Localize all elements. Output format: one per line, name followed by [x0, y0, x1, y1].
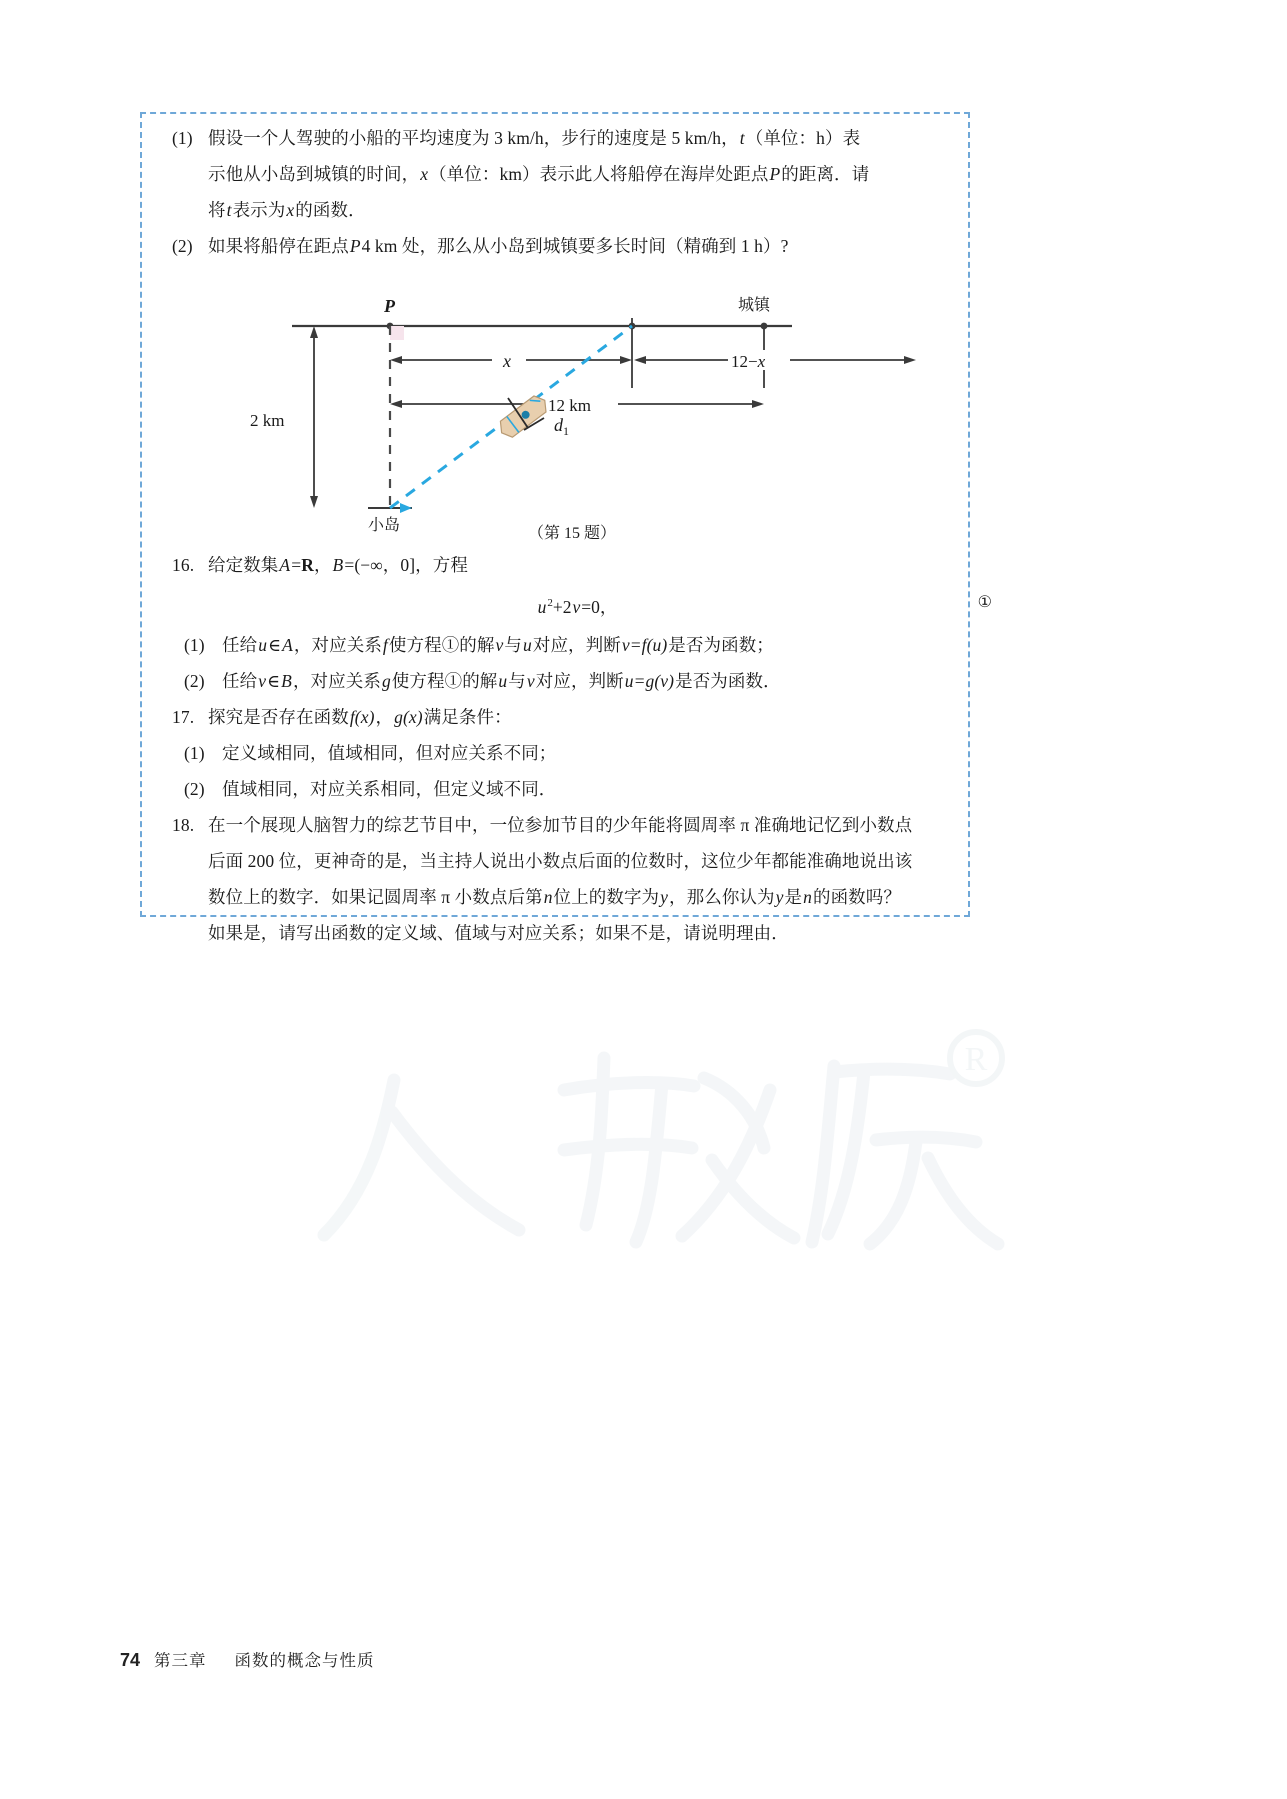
q16-eq1: =	[291, 555, 302, 575]
question-16-equation: $u^2+2v=0$，	[537, 596, 618, 617]
label-12-minus-x: 12−x	[731, 352, 766, 371]
q16-s2-e: 对应，判断	[535, 670, 624, 691]
q15-p1-line2-b: （单位：km）表示此人将船停在海岸处距点	[429, 164, 769, 184]
question-17-sub-1	[172, 735, 972, 771]
watermark-stroke-ban-5	[870, 1142, 916, 1244]
q15-p1-text-a: 假设一个人驾驶的小船的平均速度为 3 km/h，步行的速度是 5 km/h，	[208, 128, 739, 148]
question-16-number: 16.	[172, 555, 195, 575]
q18-var-y: y	[660, 886, 669, 907]
footer-chapter-title: 函数的概念与性质	[234, 1652, 375, 1670]
watermark-stroke-jiao-3	[564, 1144, 692, 1150]
question-16-equation-line	[172, 583, 992, 627]
q16-s1-b: ，对应关系	[293, 634, 382, 655]
q16-s2-in: ∈	[267, 670, 281, 691]
q15-p1-line2-a: 示他从小岛到城镇的时间，	[208, 164, 420, 184]
q16-s1-d: 与	[504, 634, 522, 655]
question-15-part-2	[172, 228, 972, 264]
question-17-sub-1-body: 定义域相同，值域相同，但对应关系不同；	[222, 742, 557, 763]
12minusx-arrow-right	[904, 356, 916, 364]
q15-p1-var-t: t	[739, 128, 745, 148]
q16-eq2: =(−∞，0]，	[344, 555, 433, 575]
q17-stem-a: 探究是否存在函数	[208, 706, 349, 727]
question-17	[172, 699, 972, 735]
question-17-sub-1-number: (1)	[184, 742, 205, 763]
q18-line-3b: 位上的数字为	[553, 886, 660, 907]
label-island: 小岛	[368, 517, 401, 534]
question-15-part-1-body	[208, 120, 972, 228]
question-16-sub-2-body	[222, 663, 972, 699]
question-16-stem	[208, 547, 972, 583]
label-12km: 12 km	[548, 396, 591, 415]
q18-line-1: 在一个展现人脑智力的综艺节目中，一位参加节目的少年能将圆周率 π 准确地记忆到小数点	[208, 814, 913, 835]
q15-p1-line3-x: x	[286, 200, 295, 220]
q16-s2-a: 任给	[222, 670, 258, 691]
q16-comma: ，	[313, 555, 332, 575]
q18-line-3e: 的函数吗？	[812, 886, 901, 907]
q17-stem-b: 满足条件：	[423, 706, 512, 727]
watermark-stroke-jiao-6	[682, 1090, 770, 1236]
q18-var-n: n	[543, 886, 553, 907]
question-17-sub-2-number: (2)	[184, 778, 205, 799]
right-angle-mark	[390, 326, 404, 340]
q16-s1-e: 对应，判断	[532, 634, 621, 655]
q16-stem-a: 给定数集	[208, 555, 279, 575]
2km-arrow-bottom	[310, 496, 318, 508]
footer-chapter: 第三章	[154, 1652, 207, 1670]
figure-15-caption: （第 15 题）	[527, 525, 616, 542]
question-17-stem	[208, 699, 972, 735]
figure-15	[172, 268, 972, 542]
q16-s2-v2: v	[526, 670, 535, 691]
watermark-stroke-ban-4	[876, 1137, 976, 1142]
12km-arrow-left	[390, 400, 402, 408]
q17-g: g(x)	[394, 706, 423, 727]
q16-s2-c: 使方程①的解	[391, 670, 498, 691]
question-15-part-1-number: (1)	[172, 128, 193, 148]
question-17-number: 17.	[172, 706, 195, 727]
question-16-equation-tag: ①	[977, 594, 992, 611]
question-18-body	[208, 807, 972, 951]
watermark-stroke-jiao-1	[564, 1083, 694, 1090]
page-footer	[120, 1647, 375, 1671]
q18-line-3a: 数位上的数字．如果记圆周率 π 小数点后第	[208, 886, 543, 907]
q16-s2-u: u	[498, 670, 508, 691]
publisher-watermark	[264, 1020, 1024, 1320]
q15-p1-line3-a: 将	[208, 200, 226, 220]
q16-set-R: R	[301, 555, 314, 575]
question-15-part-1	[172, 120, 972, 228]
12minusx-arrow-left	[634, 356, 646, 364]
question-16-sub-1-number: (1)	[184, 634, 205, 655]
question-16-sub-1-body	[222, 627, 972, 663]
watermark-stroke-jiao-2	[586, 1058, 604, 1225]
footer-page-number: 74	[120, 1650, 141, 1670]
q18-var-n2: n	[803, 886, 812, 907]
q18-line-3c: ，那么你认为	[669, 886, 775, 907]
label-P: P	[384, 296, 395, 316]
q16-set-B: B	[332, 555, 344, 575]
q16-s1-u2: u	[522, 634, 532, 655]
q16-s1-a: 任给	[222, 634, 258, 655]
question-18-number: 18.	[172, 814, 195, 835]
x-arrow-left	[390, 356, 402, 364]
q16-s1-f: f	[382, 634, 388, 655]
watermark-stroke-jiao-5	[704, 1078, 764, 1148]
q16-s1-u: u	[258, 634, 268, 655]
q17-f: f(x)	[349, 706, 375, 727]
label-d1: $d_1$	[554, 415, 569, 438]
watermark-graphic	[264, 1020, 1024, 1320]
q16-s1-c: 使方程①的解	[388, 634, 495, 655]
label-town: 城镇	[738, 297, 771, 314]
question-17-sub-2-body: 值域相同，对应关系相同，但定义域不同．	[222, 778, 557, 799]
watermark-stroke-ban-3	[828, 1072, 864, 1234]
q15-p1-var-P: P	[769, 164, 781, 184]
x-arrow-right	[620, 356, 632, 364]
q15-p1-line3-b: 表示为	[232, 200, 286, 220]
q16-stem-b: 方程	[432, 555, 468, 575]
q16-s2-v: v	[258, 670, 267, 691]
q18-line-4: 如果是，请写出函数的定义域、值域与对应关系；如果不是，请说明理由．	[208, 922, 789, 943]
question-16	[172, 547, 972, 583]
question-16-sub-2-number: (2)	[184, 670, 205, 691]
question-18	[172, 807, 972, 951]
island-direction-arrow	[400, 503, 412, 513]
exercise-content	[172, 120, 992, 951]
q16-s2-b: ，对应关系	[292, 670, 381, 691]
watermark-registered-mark	[950, 1032, 1002, 1084]
q15-p1-line2-c: 的距离．请	[781, 164, 870, 184]
watermark-stroke-ban-1	[812, 1066, 834, 1242]
q16-s1-A: A	[282, 634, 293, 655]
q16-s1-vfu: v=f(u)	[621, 634, 668, 655]
svg-text:R: R	[964, 1041, 987, 1078]
watermark-stroke-ban-2	[834, 1069, 950, 1074]
q16-set-A: A	[279, 555, 291, 575]
watermark-stroke-jiao-7	[712, 1160, 794, 1238]
question-16-sub-2	[172, 663, 972, 699]
watermark-stroke-ren-1	[324, 1080, 394, 1235]
watermark-stroke-ban-6	[928, 1158, 998, 1244]
boat-icon	[496, 392, 551, 440]
q15-p1-line3-t: t	[226, 200, 232, 220]
q15-p2-var-P: P	[349, 236, 361, 256]
question-15-part-2-number: (2)	[172, 236, 193, 256]
q18-line-3d: 是	[784, 886, 803, 907]
q18-var-y2: y	[775, 886, 784, 907]
q16-s2-g: g	[381, 670, 391, 691]
question-17-sub-2	[172, 771, 972, 807]
q16-s2-B: B	[281, 670, 292, 691]
q16-s1-g: 是否为函数；	[668, 634, 774, 655]
12km-arrow-right	[752, 400, 764, 408]
watermark-stroke-jiao-4	[636, 1084, 662, 1242]
q16-s2-ugv: u=g(v)	[624, 670, 675, 691]
q17-comma: ，	[375, 706, 394, 727]
2km-arrow-top	[310, 326, 318, 338]
question-15-part-2-body	[208, 228, 972, 264]
label-2km: 2 km	[250, 411, 285, 430]
q15-p1-text-b: （单位：h）表	[745, 128, 861, 148]
q16-s2-d: 与	[508, 670, 526, 691]
q16-s1-in: ∈	[268, 634, 282, 655]
question-16-sub-1	[172, 627, 972, 663]
q18-line-2: 后面 200 位，更神奇的是，当主持人说出小数点后面的位数时，这位少年都能准确地说出该	[208, 850, 913, 871]
q16-s2-f: 是否为函数．	[675, 670, 781, 691]
watermark-stroke-ren-2	[392, 1112, 519, 1230]
label-x: x	[503, 351, 511, 371]
q15-p1-var-x: x	[420, 164, 429, 184]
q15-p2-text-b: 4 km 处，那么从小岛到城镇要多长时间（精确到 1 h）?	[361, 236, 789, 256]
q15-p2-text-a: 如果将船停在距点	[208, 236, 349, 256]
q16-s1-v: v	[495, 634, 504, 655]
q15-p1-line3-c: 的函数．	[295, 200, 366, 220]
